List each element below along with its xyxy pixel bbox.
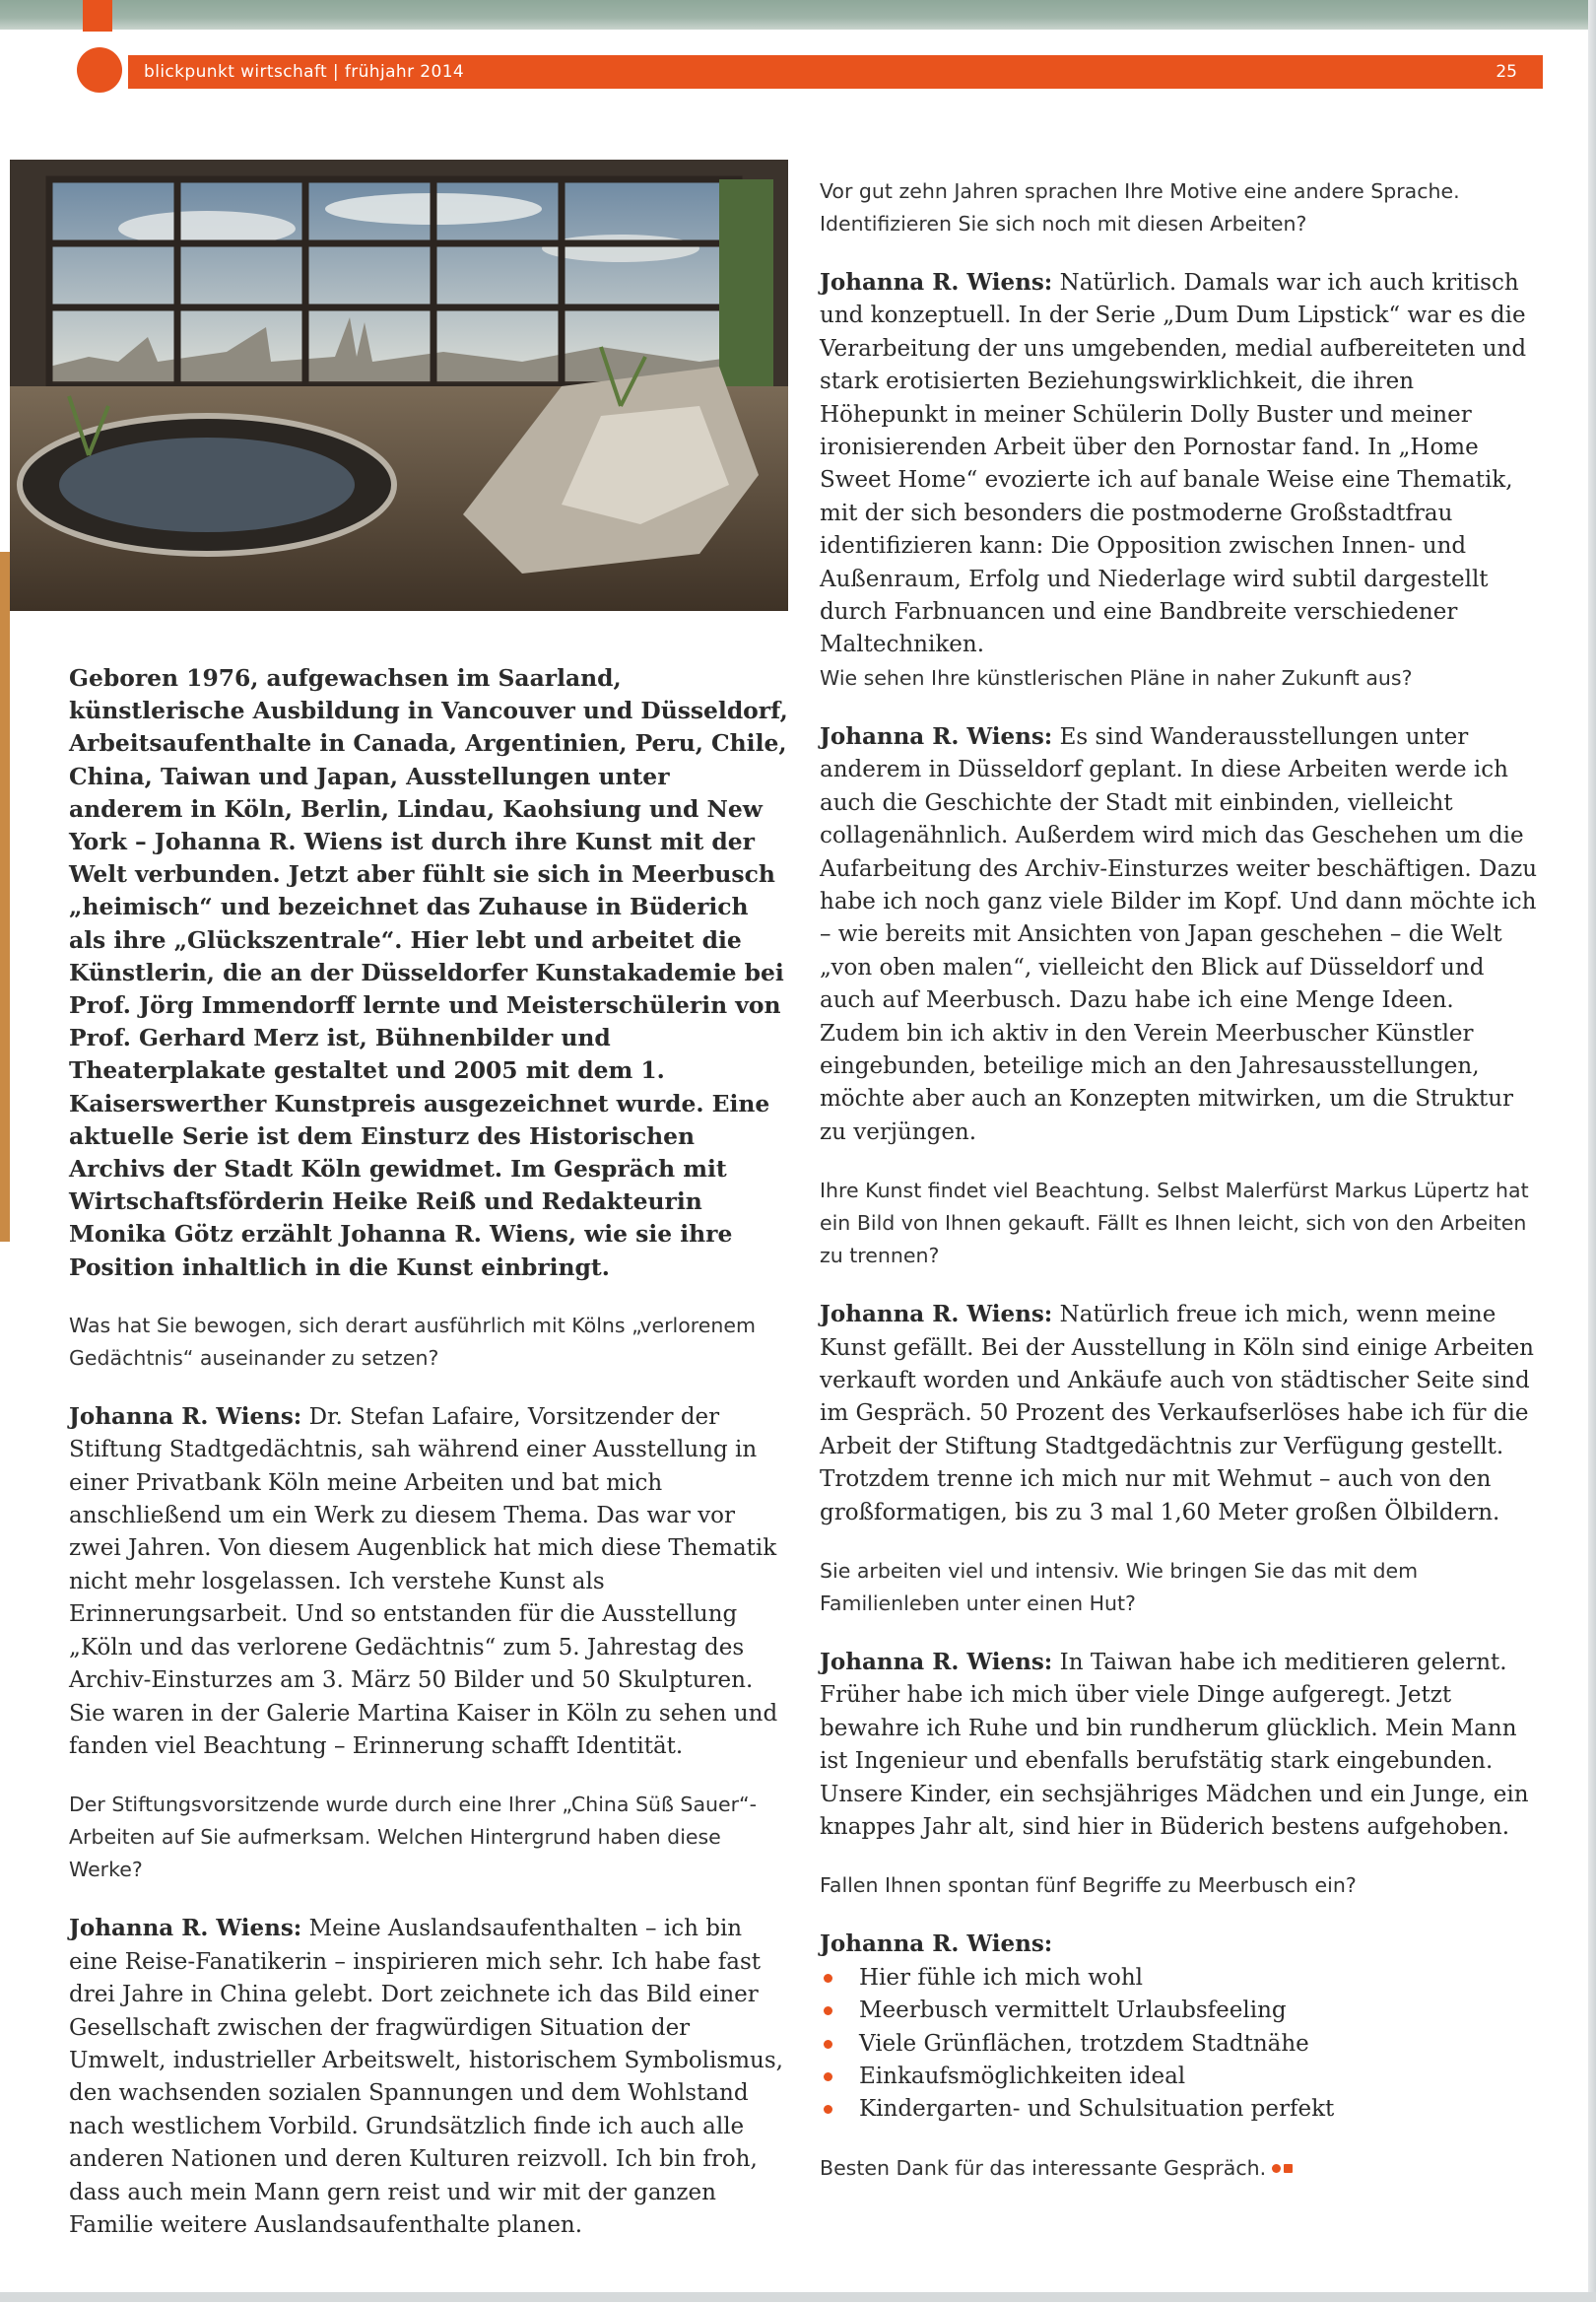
- page-number: 25: [1496, 62, 1517, 82]
- speaker-label: Johanna R. Wiens:: [820, 1930, 1053, 1958]
- answer-2: [69, 1912, 788, 2242]
- speaker-label: Johanna R. Wiens:: [69, 1402, 302, 1430]
- list-item: Kindergarten- und Schulsituation perfekt: [820, 2093, 1539, 2126]
- question-1: Was hat Sie bewogen, sich derart ausführlich mit Kölns „verlorenem Gedächtnis“ auseinander zu setzen?: [69, 1313, 756, 1370]
- speaker-label: Johanna R. Wiens:: [820, 722, 1053, 750]
- answer-1-text: Dr. Stefan Lafaire, Vorsitzender der Stiftung Stadtgedächtnis, sah während einer Ausstellung in einer Privatbank Köln meine Arbeiten und bat mich anschließend um ein Werk zu diesem Thema. Das war vor zwei Jahren. Von diesem Augenblick hat mich diese Thematik nicht mehr losgelassen. Ich verstehe Kunst als Erinnerungsarbeit. Und so entstanden für die Ausstellung „Köln und das verlorene Gedächtnis“ zum 5. Jahrestag des Archiv-Einsturzes am 3. März 50 Bilder und 50 Skulpturen. Sie waren in der Galerie Martina Kaiser in Köln zu sehen und fanden viel Beachtung – Erinnerung schafft Identität.: [69, 1403, 778, 1759]
- speaker-label: Johanna R. Wiens:: [69, 1915, 302, 1942]
- bullet-icon: [824, 2105, 832, 2114]
- page-edge-left: [0, 552, 10, 1242]
- intro-paragraph: Geboren 1976, aufgewachsen im Saarland, künstlerische Ausbildung in Vancouver und Düsseldorf, Arbeitsaufenthalte in Canada, Argentinien, Peru, Chile, China, Taiwan und Japan, Ausstellungen unter anderem in Köln, Berlin, Lindau, Kaohsiung und New York – Johanna R. Wiens ist durch ihre Kunst mit der Welt verbunden. Jetzt aber fühlt sie sich in Meerbusch „heimisch“ und bezeichnet das Zuhause in Büderich als ihre „Glückszentrale“. Hier lebt und arbeitet die Künstlerin, die an der Düsseldorfer Kunstakademie bei Prof. Jörg Immendorff lernte und Meisterschülerin von Prof. Gerhard Merz ist, Bühnenbilder und Theaterplakate gestaltet und 2005 mit dem 1. Kaiserswerther Kunstpreis ausgezeichnet wurde. Eine aktuelle Serie ist dem Einsturz des Historischen Archivs der Stadt Köln gewidmet. Im Gespräch mit Wirtschaftsförderin Heike Reiß und Redakteurin Monika Götz erzählt Johanna R. Wiens, wie sie ihre Position inhaltlich in die Kunst einbringt.: [69, 664, 788, 1281]
- answer-1: [69, 1400, 788, 1763]
- top-accent-tab: [83, 0, 112, 32]
- speaker-label: Johanna R. Wiens:: [820, 1301, 1053, 1328]
- end-mark-icon: [1272, 2164, 1281, 2173]
- header-dot-icon: [77, 47, 122, 93]
- answer-6-text: In Taiwan habe ich meditieren gelernt. Früher habe ich mich über viele Dinge aufgeregt. Jetzt bewahre ich Ruhe und bin rundherum glücklich. Mein Mann ist Ingenieur und ebenfalls berufstätig stark eingebunden. Unsere Kinder, ein sechsjähriges Mädchen und ein Junge, ein knappes Jahr alt, sind hier in Büderich bestens aufgehoben.: [820, 1650, 1529, 1841]
- bullet-icon: [824, 1974, 832, 1983]
- speaker-label: Johanna R. Wiens:: [820, 1649, 1053, 1675]
- bullet-icon: [824, 2040, 832, 2049]
- answer-4-text: Es sind Wanderausstellungen unter anderem in Düsseldorf geplant. In diese Arbeiten werde ich auch die Geschichte der Stadt mit einbinden, vielleicht collagenähnlich. Außerdem wird mich das Geschehen um die Aufarbeitung des Archiv-Einsturzes weiter beschäftigen. Dazu habe ich noch ganz viele Bilder im Kopf. Und dann möchte ich – wie bereits mit Ansichten von Japan geschehen – die Welt „von oben malen“, vielleicht den Blick auf Düsseldorf und auch auf Meerbusch. Dazu habe ich eine Menge Ideen. Zudem bin ich aktiv in den Verein Meerbuscher Künstler eingebunden, beteilige mich an den Jahresausstellungen, möchte aber auch an Konzepten mitwirken, um die Struktur zu verjüngen.: [820, 723, 1538, 1145]
- question-2: Der Stiftungsvorsitzende wurde durch eine Ihrer „China Süß Sauer“-Arbeiten auf Sie aufmerksam. Welchen Hintergrund haben diese Werke?: [69, 1793, 758, 1882]
- list-item: Viele Grünflächen, trotzdem Stadtnähe: [820, 2028, 1539, 2061]
- right-column: [820, 175, 1539, 2185]
- list-item: Einkaufsmöglichkeiten ideal: [820, 2061, 1539, 2093]
- bullet-icon: [824, 2072, 832, 2081]
- running-header: [128, 55, 1543, 89]
- question-4: Wie sehen Ihre künstlerischen Pläne in naher Zukunft aus?: [820, 665, 1413, 690]
- closing-text: Besten Dank für das interessante Gespräch.: [820, 2155, 1267, 2180]
- left-column: [69, 662, 788, 2242]
- answer-5-text: Natürlich freue ich mich, wenn meine Kunst gefällt. Bei der Ausstellung in Köln sind einige Arbeiten verkauft worden und Ankäufe auch von städtischer Seite sind im Gespräch. 50 Prozent des Verkaufserlöses habe ich für die Arbeit der Stiftung Stadtgedächtnis zur Verfügung gestellt. Trotzdem trenne ich mich nur mit Wehmut – auch von den großformatigen, bis zu 3 mal 1,60 Meter großen Ölbildern.: [820, 1302, 1534, 1525]
- speaker-label: Johanna R. Wiens:: [820, 269, 1053, 296]
- question-5: Ihre Kunst findet viel Beachtung. Selbst Malerfürst Markus Lüpertz hat ein Bild von Ihnen gekauft. Fällt es Ihnen leicht, sich von den Arbeiten zu trennen?: [820, 1179, 1529, 1268]
- answer-5: [820, 1298, 1539, 1529]
- answer-2-text: Meine Auslandsaufenthalten – ich bin eine Reise-Fanatikerin – inspirieren mich sehr. Ich habe fast drei Jahre in China gelebt. Dort zeichnete ich das Bild einer Gesellschaft zwischen der fragwürdigen Situation der Umwelt, industrieller Arbeitswelt, historischem Symbolismus, den wachsenden sozialen Spannungen und dem Wohlstand nach westlichem Vorbild. Grundsätzlich finde ich auch alle anderen Nationen und deren Kulturen reizvoll. Ich bin froh, dass auch mein Mann gern reist und wir mit der ganzen Familie weitere Auslandsaufenthalte planen.: [69, 1916, 783, 2238]
- list-item: Meerbusch vermittelt Urlaubsfeeling: [820, 1995, 1539, 2027]
- page-edge-bottom: [0, 2292, 1596, 2302]
- question-6: Sie arbeiten viel und intensiv. Wie bringen Sie das mit dem Familienleben unter einen Hut?: [820, 1559, 1419, 1615]
- question-3: Vor gut zehn Jahren sprachen Ihre Motive eine andere Sprache. Identifizieren Sie sich noch mit diesen Arbeiten?: [820, 179, 1460, 236]
- answer-4: [820, 720, 1539, 1149]
- painting-image: [10, 160, 788, 611]
- answer-3-text: Natürlich. Damals war ich auch kritisch und konzeptuell. In der Serie „Dum Dum Lipstick“ war es die Verarbeitung der uns umgebenden, medial aufbereiteten und stark erotisierten Beziehungswirklichkeit, die ihren Höhepunkt in meiner Schülerin Dolly Buster und meiner ironisierenden Arbeit über den Pornostar fand. In „Home Sweet Home“ evozierte ich auf banale Weise eine Thematik, mit der sich besonders die postmoderne Großstadtfrau identifizieren kann: Die Opposition zwischen Innen- und Außenraum, Erfolg und Niederlage wird subtil dargestellt durch Farbnuancen und eine Bandbreite verschiedener Maltechniken.: [820, 270, 1527, 658]
- question-7: Fallen Ihnen spontan fünf Begriffe zu Meerbusch ein?: [820, 1873, 1357, 1898]
- bullet-icon: [824, 2006, 832, 2015]
- meerbusch-list: [820, 1962, 1539, 2127]
- page-edge-right: [1588, 0, 1596, 2302]
- list-item: Hier fühle ich mich wohl: [820, 1962, 1539, 1995]
- answer-3: [820, 266, 1539, 662]
- header-title: blickpunkt wirtschaft | frühjahr 2014: [144, 62, 465, 82]
- answer-7-speaker: [820, 1928, 1539, 1961]
- closing-line: [820, 2152, 1539, 2185]
- answer-6: [820, 1646, 1539, 1844]
- end-mark-icon: [1284, 2164, 1293, 2173]
- top-color-band: [0, 0, 1596, 30]
